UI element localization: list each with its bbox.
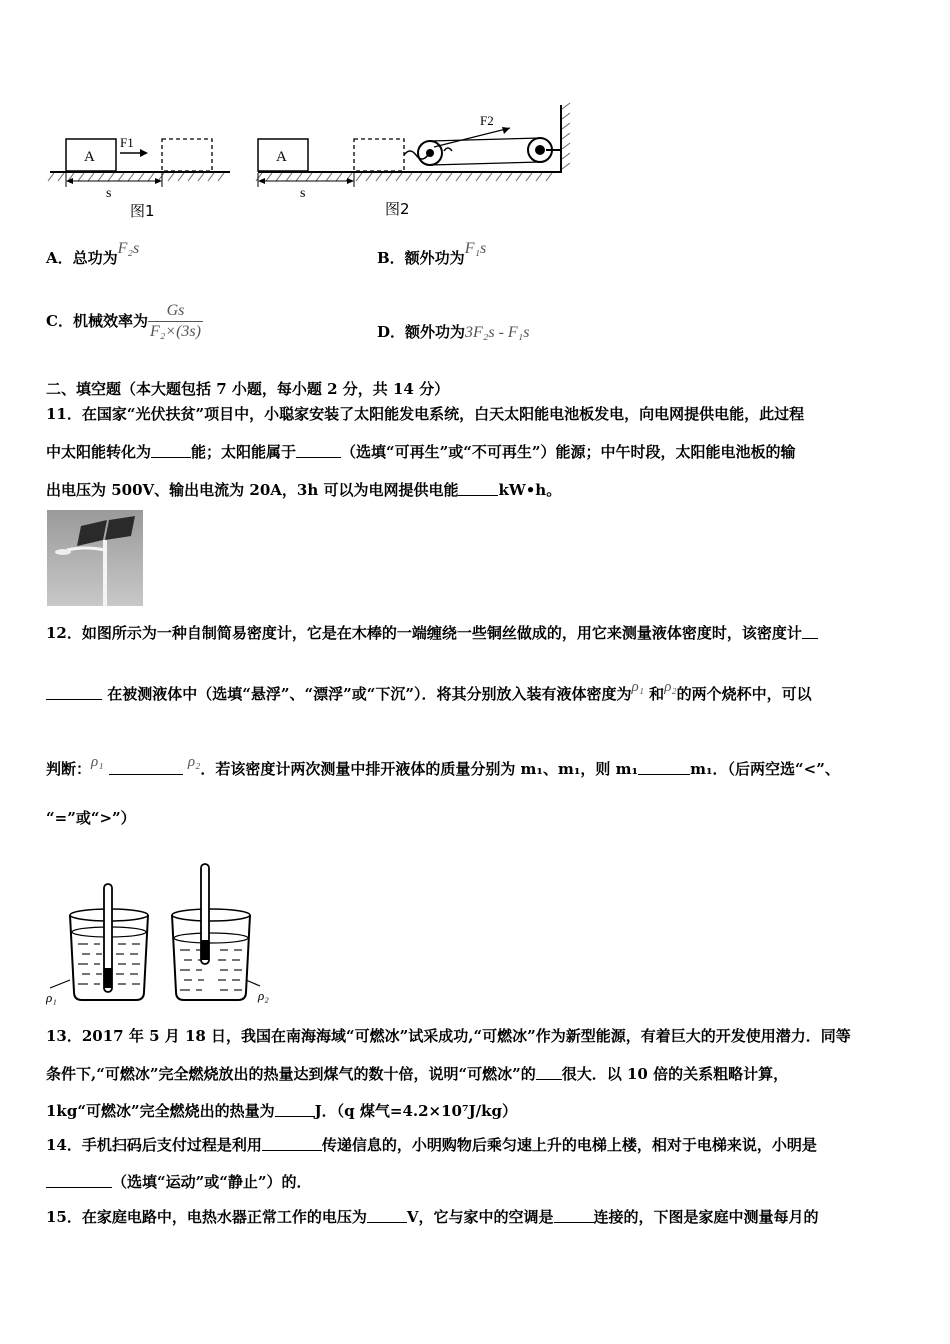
q12-text-c: 和: [649, 685, 665, 703]
q12-rho2: ρ₂: [664, 679, 677, 695]
q12-blank-1a[interactable]: [802, 624, 818, 639]
q11-line1: 11．在国家“光伏扶贫”项目中，小聪家安装了太阳能发电系统，白天太阳能电池板发电，向电网提供电能，此过程: [46, 405, 805, 423]
q13-text-a: 条件下,“可燃冰”完全燃烧放出的热量达到煤气的数十倍，说明“可燃冰”的: [46, 1065, 536, 1083]
section-title: 二、填空题（本大题包括 7 小题，每小题 2 分，共 14 分）: [46, 380, 450, 398]
q15-text-b: V，它与家中的空调是: [406, 1208, 554, 1226]
pulley-figures: [40, 95, 580, 225]
q13-line1: 13．2017 年 5 月 18 日，我国在南海海域“可燃冰”试采成功,“可燃冰”作为新型能源，有着巨大的开发使用潜力．同等: [46, 1027, 851, 1045]
option-d: [377, 322, 529, 343]
option-c-numerator: Gs: [148, 301, 203, 322]
q11-blank-2[interactable]: [296, 443, 341, 458]
q12-text-f: ．若该密度计两次测量中排开液体的质量分别为 m₁、m₁，则 m₁: [200, 760, 639, 778]
block-a-fig2-ghost: [354, 139, 404, 171]
figure-2-caption: 图2: [385, 200, 410, 218]
beaker-2-label: ρ₂: [258, 988, 269, 1003]
option-b-expr: F₁s: [464, 240, 487, 257]
option-a-expr: F₂s: [117, 240, 140, 257]
beaker-1: [46, 884, 148, 1005]
q14-text-b: 传递信息的，小明购物后乘匀速上升的电梯上楼，相对于电梯来说，小明是: [321, 1136, 817, 1154]
force-1-label: F1: [120, 135, 134, 150]
block-a-ghost: [162, 139, 212, 171]
block-a-fig2-label: A: [276, 149, 287, 165]
option-c-fraction: [148, 301, 203, 342]
beaker-2: [172, 864, 269, 1003]
q13-line3: [46, 1101, 517, 1121]
option-d-expr: 3F₂s - F₁s: [465, 324, 530, 341]
q12-line4: “=”或“>”）: [46, 809, 136, 827]
q12-blank-3[interactable]: [638, 760, 690, 775]
option-a-label: A．总功为: [46, 249, 118, 267]
force-2-label: F2: [480, 113, 494, 128]
q13-text-b: 很大．以 10 倍的关系粗略计算，: [561, 1065, 789, 1083]
q12-line3: [46, 754, 840, 780]
q15-text-a: 15．在家庭电路中，电热水器正常工作的电压为: [46, 1208, 367, 1226]
q11-text-d: 出电压为 500V、输出电流为 20A，3h 可以为电网提供电能: [46, 481, 459, 499]
q12-text-g: m₁．（后两空选“<”、: [690, 760, 840, 778]
option-d-label: D．额外功为: [377, 323, 466, 341]
q11-text-b: 能；太阳能属于: [191, 443, 297, 461]
q11-text-a: 中太阳能转化为: [46, 443, 152, 461]
q12-rho1-b: ρ₁: [91, 754, 104, 770]
q14-line2: [46, 1172, 312, 1192]
q12-text-a: 12．如图所示为一种自制简易密度计，它是在木棒的一端缠绕一些铜丝做成的，用它来测量液体密度时，该密度计: [46, 624, 802, 642]
q14-blank-2[interactable]: [46, 1173, 112, 1188]
beaker-1-label: ρ₁: [46, 990, 57, 1005]
q12-rho2-b: ρ₂: [187, 754, 201, 770]
option-c-label: C．机械效率为: [46, 312, 148, 330]
q13-line2: [46, 1064, 788, 1084]
q11-blank-3[interactable]: [458, 481, 498, 496]
q13-blank-2[interactable]: [275, 1102, 315, 1117]
q12-line2: [46, 679, 812, 705]
option-a: [46, 240, 140, 269]
option-c-denominator: F₂×(3s): [149, 322, 201, 340]
solar-panel-photo: [47, 510, 143, 606]
q12-text-e: 判断：: [46, 760, 92, 778]
q11-text-e: kW•h。: [498, 481, 562, 499]
figure-1: [48, 135, 230, 201]
option-c: [46, 296, 203, 346]
q15-blank-2[interactable]: [554, 1208, 594, 1223]
q11-line3: [46, 480, 561, 500]
beakers-figure: [46, 860, 286, 1005]
q15-text-c: 连接的，下图是家庭中测量每月的: [593, 1208, 819, 1226]
q14-text-c: （选填“运动”或“静止”）的．: [112, 1173, 312, 1191]
q14-text-a: 14．手机扫码后支付过程是利用: [46, 1136, 262, 1154]
distance-label: s: [106, 186, 112, 201]
block-a-label: A: [84, 149, 95, 165]
q12-rho1: ρ₁: [631, 679, 644, 695]
force-2-arrow: [434, 128, 510, 147]
q13-text-d: J．（q 煤气=4.2×10⁷J/kg）: [314, 1102, 518, 1120]
q11-blank-1[interactable]: [151, 443, 191, 458]
q14-line1: [46, 1135, 817, 1155]
q11-line2: [46, 442, 796, 462]
q12-line1: [46, 623, 818, 643]
q14-blank-1[interactable]: [262, 1136, 322, 1151]
distance-label-fig2: s: [300, 186, 306, 201]
q15-blank-1[interactable]: [367, 1208, 407, 1223]
option-b: [377, 240, 487, 269]
q13-text-c: 1kg“可燃冰”完全燃烧出的热量为: [46, 1102, 275, 1120]
q12-blank-1b[interactable]: [46, 685, 102, 700]
figure-1-caption: 图1: [130, 202, 155, 220]
q13-blank-1[interactable]: [536, 1065, 562, 1080]
q12-text-b: 在被测液体中（选填“悬浮”、“漂浮”或“下沉”）．将其分别放入装有液体密度为: [107, 685, 632, 703]
q12-blank-2[interactable]: [109, 760, 183, 775]
q12-text-d: 的两个烧杯中，可以: [676, 685, 812, 703]
option-b-label: B．额外功为: [377, 249, 465, 267]
q11-text-c: （选填“可再生”或“不可再生”）能源；中午时段，太阳能电池板的输: [341, 443, 796, 461]
figure-2: [256, 103, 570, 201]
q15-line1: [46, 1207, 819, 1227]
